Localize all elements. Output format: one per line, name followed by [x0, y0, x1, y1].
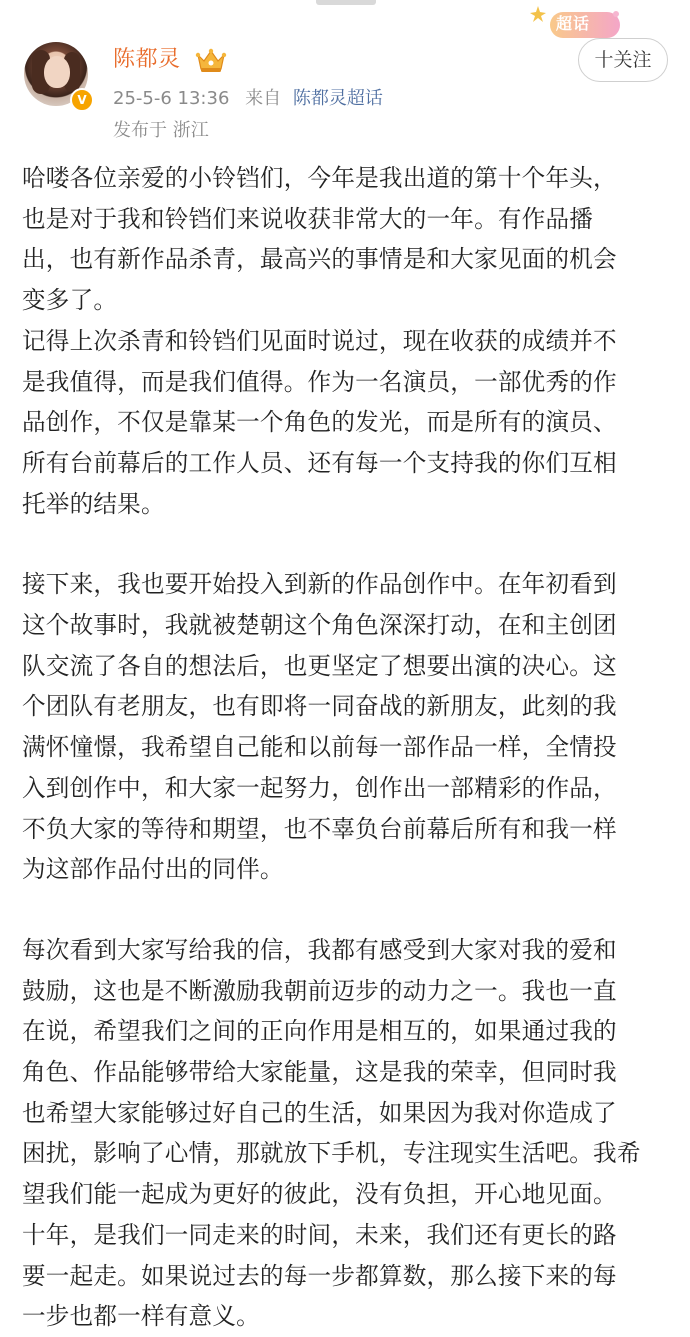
source-prefix: 来自 [245, 88, 282, 109]
post-paragraph-1: 哈喽各位亲爱的小铃铛们，今年是我出道的第十个年头， 也是对于我和铃铛们来说收获非常大的一年。有作品播 出，也有新作品杀青，最高兴的事情是和大家见面的机会 变多了。 记得上次杀青和铃铛们见面时说过，现在收获的成绩并不 是我值得，而是我们值得。作为一名演员，一部优秀的作 品创作，不仅是靠某一个角色的发光，而是所有的演员、 所有台前幕后的工作人员、还有每一个支持我的你们互相 托举的结果。 [22, 164, 617, 518]
post-meta [113, 86, 383, 112]
verified-badge-icon: V [70, 88, 94, 112]
post-timestamp: 25-5-6 13:36 [113, 88, 230, 109]
post-body [22, 158, 672, 1337]
crown-icon [195, 46, 227, 74]
follow-button[interactable]: 十关注 [578, 38, 668, 82]
supertopic-label: 超话 [556, 14, 591, 33]
post-location: 发布于 浙江 [113, 120, 209, 141]
post-header [0, 0, 690, 150]
source-link[interactable]: 陈都灵超话 [292, 88, 383, 109]
post-paragraph-3: 每次看到大家写给我的信，我都有感受到大家对我的爱和 鼓励，这也是不断激励我朝前迈步的动力之一。我也一直 在说，希望我们之间的正向作用是相互的，如果通过我的 角色、作品能够带给大家能量，这是我的荣幸，但同时我 也希望大家能够过好自己的生活，如果因为我对你造成了 困扰，影响了心情，那就放下手机，专注现实生活吧。我希 望我们能一起成为更好的彼此，没有负担，开心地见面。 十年，是我们一同走来的时间，未来，我们还有更长的路 要一起走。如果说过去的每一步都算数，那么接下来的每 一步也都一样有意义。 [22, 935, 641, 1331]
post-paragraph-2: 接下来，我也要开始投入到新的作品创作中。在年初看到 这个故事时，我就被楚朝这个角色深深打动，在和主创团 队交流了各自的想法后，也更坚定了想要出演的决心。这 个团队有老朋友，也有即将一同奋战的新朋友，此刻的我 满怀憧憬，我希望自己能和以前每一部作品一样，全情投 入到创作中，和大家一起努力，创作出一部精彩的作品， 不负大家的等待和期望，也不辜负台前幕后所有和我一样 为这部作品付出的同伴。 [22, 570, 617, 884]
author-name[interactable]: 陈都灵 [113, 47, 181, 72]
